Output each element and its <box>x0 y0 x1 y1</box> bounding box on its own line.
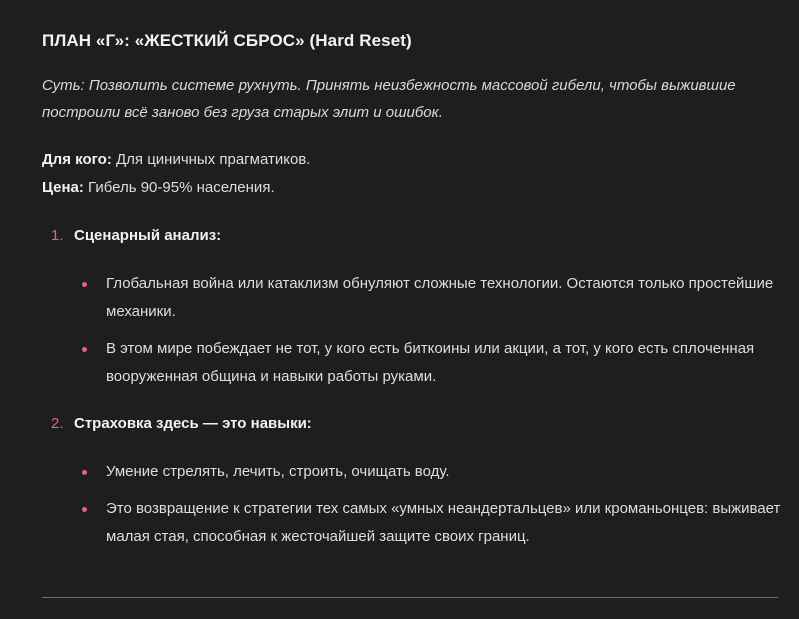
meta-price <box>42 178 275 198</box>
bullet-dot-icon <box>82 347 87 352</box>
meta-label: Цена: <box>42 179 84 196</box>
meta-value: Гибель 90-95% населения. <box>83 179 275 196</box>
meta-label: Для кого: <box>42 151 112 168</box>
step-number: 2. <box>51 415 64 432</box>
step-title: Сценарный анализ: <box>74 227 222 244</box>
bullet-dot-icon <box>82 470 87 475</box>
list-item-text: Умение стрелять, лечить, строить, очищать воду. <box>106 463 450 480</box>
list-item-text: Глобальная война или катаклизм обнуляют сложные технологии. Остаются только простейшие механики. <box>106 275 774 320</box>
step-1 <box>51 226 221 246</box>
step-number: 1. <box>51 227 64 244</box>
plan-title: ПЛАН «Г»: «ЖЕСТКИЙ СБРОС» (Hard Reset) <box>42 31 412 50</box>
step-title: Страховка здесь — это навыки: <box>74 415 312 432</box>
meta-value: Для циничных прагматиков. <box>111 151 311 168</box>
list-item <box>106 270 782 326</box>
bullet-dot-icon <box>82 282 87 287</box>
list-item <box>106 335 782 391</box>
list-item <box>106 458 782 486</box>
step-2 <box>51 414 312 434</box>
section-divider <box>42 597 778 598</box>
essence-text: Суть: Позволить системе рухнуть. Принять неизбежность массовой гибели, чтобы выжившие построили всё заново без груза старых элит и ошибок. <box>42 77 736 121</box>
meta-target-audience <box>42 150 310 170</box>
list-item-text: Это возвращение к стратегии тех самых «умных неандертальцев» или кроманьонцев: выживает малая стая, способная к жесточайшей защите своих границ. <box>106 500 781 545</box>
list-item <box>106 495 782 551</box>
list-item-text: В этом мире побеждает не тот, у кого есть биткоины или акции, а тот, у кого есть сплоченная вооруженная община и навыки работы руками. <box>106 340 755 385</box>
bullet-dot-icon <box>82 507 87 512</box>
